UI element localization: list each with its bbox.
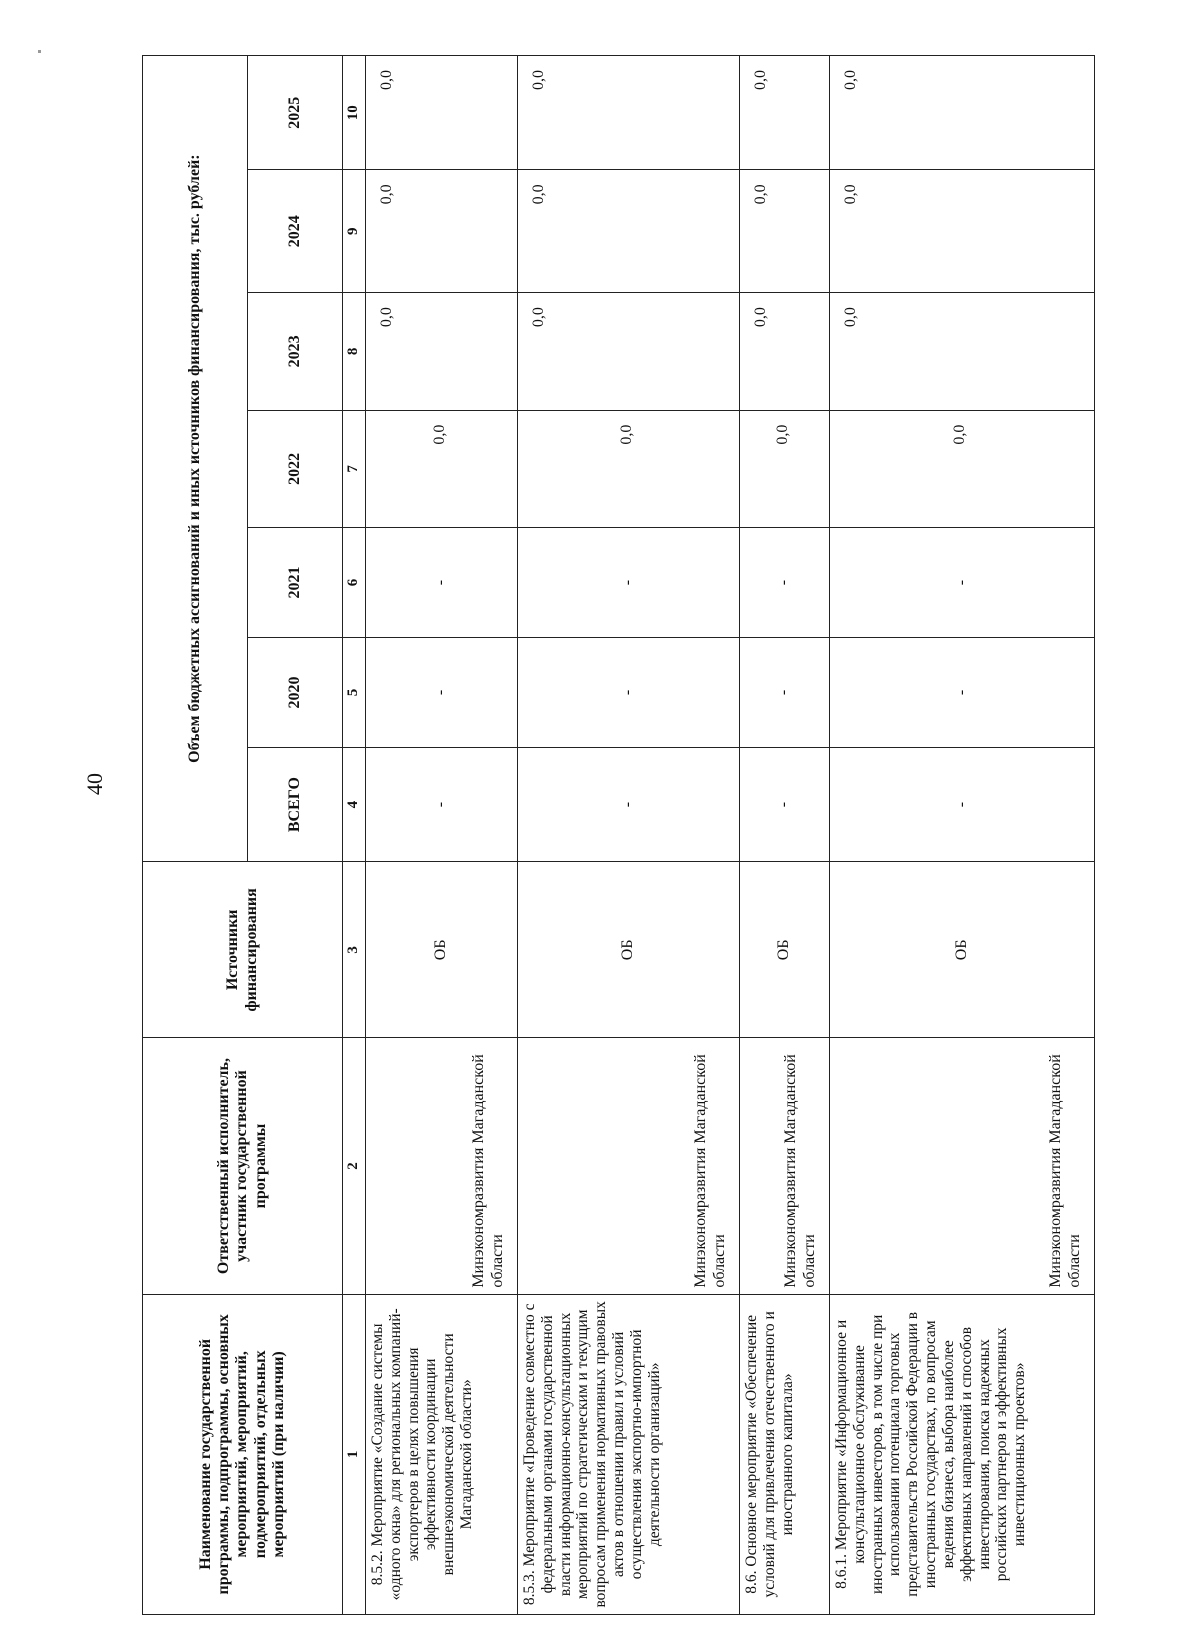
value-2024: 0,0 [366, 170, 518, 293]
value-2020: - [366, 638, 518, 748]
page-number: 40 [82, 773, 107, 795]
executor: Минэкономразвития Магаданской области [366, 1038, 518, 1294]
value-2025: 0,0 [830, 56, 1095, 170]
value-2020: - [830, 638, 1095, 748]
value-2022: 0,0 [740, 410, 830, 527]
col-number: 4 [343, 747, 366, 861]
value-2023: 0,0 [518, 293, 740, 410]
activity-name: 8.5.3. Мероприятие «Проведение совместно с федеральными органами государственной власти информационно-консультационных мероприятий по стратегическим и текущим вопросам применения нормативных правовых актов в отношении правил и условий осуществления экспортно-импортной деятельности организаций» [518, 1294, 740, 1614]
value-total: - [366, 747, 518, 861]
col-number: 6 [343, 528, 366, 638]
financing-table [142, 55, 1095, 1615]
value-2025: 0,0 [518, 56, 740, 170]
col-number: 3 [343, 862, 366, 1038]
executor: Минэкономразвития Магаданской области [830, 1038, 1095, 1294]
value-2020: - [740, 638, 830, 748]
table-row [740, 56, 830, 1615]
header-year-2023: 2023 [248, 293, 343, 410]
executor: Минэкономразвития Магаданской области [518, 1038, 740, 1294]
value-total: - [740, 747, 830, 861]
column-number-row [343, 56, 366, 1615]
scan-speck [38, 50, 41, 53]
value-2020: - [518, 638, 740, 748]
col-number: 2 [343, 1038, 366, 1294]
value-2022: 0,0 [518, 410, 740, 527]
table-row [366, 56, 518, 1615]
funding-source: ОБ [740, 862, 830, 1038]
header-year-2021: 2021 [248, 528, 343, 638]
value-total: - [830, 747, 1095, 861]
col-number: 1 [343, 1294, 366, 1614]
col-number: 8 [343, 293, 366, 410]
value-2023: 0,0 [366, 293, 518, 410]
activity-name: 8.5.2. Мероприятие «Создание системы «одного окна» для региональных компаний-экспортеров в целях повышения эффективности координации внешнеэкономической деятельности Магаданской области» [366, 1294, 518, 1614]
header-year-2020: 2020 [248, 638, 343, 748]
col-number: 5 [343, 638, 366, 748]
value-total: - [518, 747, 740, 861]
activity-name: 8.6. Основное мероприятие «Обеспечение условий для привлечения отечественного и иностранного капитала» [740, 1294, 830, 1614]
value-2021: - [518, 528, 740, 638]
funding-source: ОБ [366, 862, 518, 1038]
header-year-2025: 2025 [248, 56, 343, 170]
value-2024: 0,0 [740, 170, 830, 293]
header-name: Наименование государственной программы, подпрограммы, основных мероприятий, мероприятий, подмероприятий, отдельных мероприятий (при наличии) [143, 1294, 343, 1614]
col-number: 10 [343, 56, 366, 170]
funding-source: ОБ [830, 862, 1095, 1038]
value-2022: 0,0 [366, 410, 518, 527]
rotated-page-content [142, 55, 1083, 1615]
header-volume-group: Объем бюджетных ассигнований и иных источников финансирования, тыс. рублей: [143, 56, 248, 862]
header-executor: Ответственный исполнитель, участник государственной программы [143, 1038, 343, 1294]
col-number: 7 [343, 410, 366, 527]
value-2024: 0,0 [518, 170, 740, 293]
value-2025: 0,0 [366, 56, 518, 170]
value-2022: 0,0 [830, 410, 1095, 527]
funding-source: ОБ [518, 862, 740, 1038]
table-row [830, 56, 1095, 1615]
executor: Минэкономразвития Магаданской области [740, 1038, 830, 1294]
value-2024: 0,0 [830, 170, 1095, 293]
value-2021: - [366, 528, 518, 638]
value-2021: - [830, 528, 1095, 638]
value-2023: 0,0 [740, 293, 830, 410]
value-2021: - [740, 528, 830, 638]
header-source: Источники финансирования [143, 862, 343, 1038]
table-row [518, 56, 740, 1615]
header-total: ВСЕГО [248, 747, 343, 861]
value-2023: 0,0 [830, 293, 1095, 410]
header-year-2024: 2024 [248, 170, 343, 293]
col-number: 9 [343, 170, 366, 293]
activity-name: 8.6.1. Мероприятие «Информационное и консультационное обслуживание иностранных инвесторов, в том числе при использовании потенциала торговых представительств Российской Федерации в иностранных государствах, по вопросам ведения бизнеса, выбора наиболее эффективных направлений и способов инвестирования, поиска надежных российских партнеров и эффективных инвестиционных проектов» [830, 1294, 1095, 1614]
header-year-2022: 2022 [248, 410, 343, 527]
value-2025: 0,0 [740, 56, 830, 170]
